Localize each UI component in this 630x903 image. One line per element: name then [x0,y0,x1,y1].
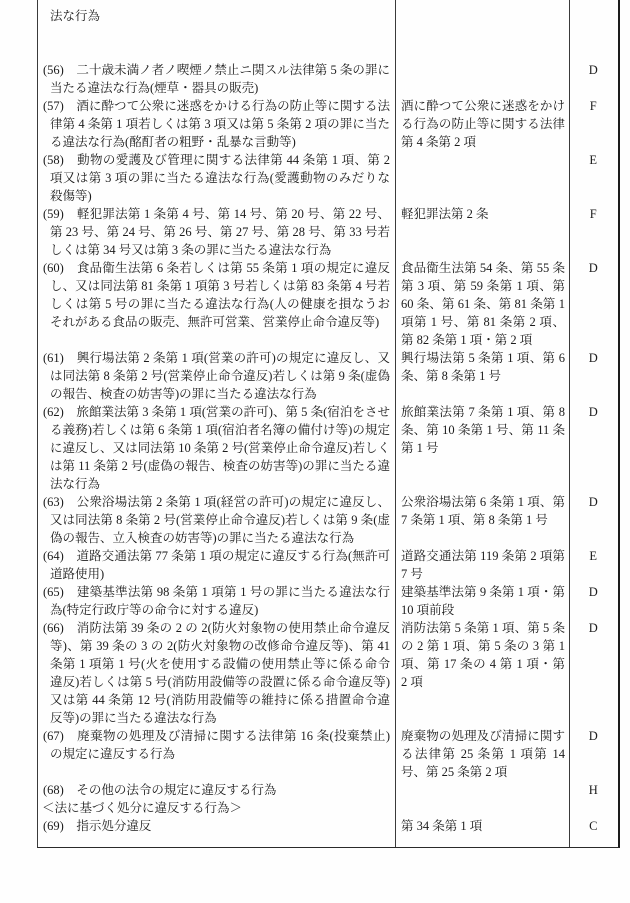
table-row [38,727,618,781]
table-row [38,781,618,799]
table-rows [38,0,618,835]
law-reference [395,61,569,62]
measure-code: D [588,63,599,77]
law-reference [395,7,569,8]
measure-code: F [589,99,598,113]
act-description: (56) 二十歳未満ノ者ノ喫煙ノ禁止ニ関スル法律第 5 条の罪に当たる違法な行為(煙草・器具の販売) [43,63,390,95]
measure-code [569,7,618,8]
law-reference [395,151,569,152]
table-row [38,619,618,727]
measure-code: D [588,261,599,275]
measure-code: D [588,405,599,419]
act-description: (62) 旅館業法第 3 条第 1 項(営業の許可)、第 5 条(宿泊をさせる義務)若しくは第 6 条第 1 項(宿泊者名簿の備付け等)の規定に違反し、又は同法第 10 条第 2 号(営業停止命令違反)若しくは第 11 条第 2 号(虚偽の報告、検査の妨害等)の罪に当たる違法な行為 [43,405,390,491]
section-header-row [38,799,618,817]
law-reference: 消防法第 5 条第 1 項、第 5 条の 2 第 1 項、第 5 条の 3 第 1 項、第 17 条の 4 第 1 項・第 2 項 [401,621,565,689]
act-description: 法な行為 [50,9,101,23]
measure-code: D [588,495,599,509]
measure-code: D [588,729,599,743]
table-row [38,151,618,205]
measure-code: D [588,621,599,635]
law-reference: 興行場法第 5 条第 1 項、第 6 条、第 8 条第 1 号 [401,351,565,383]
act-description: (66) 消防法第 39 条の 2 の 2(防火対象物の使用禁止命令違反等)、第 39 条の 3 の 2(防火対象物の改修命令違反等)、第 41 条第 1 項第 1 号(火を使用する設備の使用禁止等に係る命令違反)若しくは第 5 号(消防用設備等の設置に係る命令違反等)又は第 44 条第 12 号(消防用設備等の維持に係る措置命令違反等)の罪に当たる違法な行為 [43,621,390,725]
law-reference: 第 34 条第 1 項 [401,819,483,833]
law-reference [395,799,569,800]
measure-code: C [589,819,598,833]
table-row [38,583,618,619]
act-description: (65) 建築基準法第 98 条第 1 項第 1 号の罪に当たる違法な行為(特定行政庁等の命令に対する違反) [43,585,390,617]
table-row [38,493,618,547]
measure-code: D [588,585,599,599]
measure-code: F [589,207,598,221]
table-row [38,349,618,403]
act-description: (67) 廃棄物の処理及び清掃に関する法律第 16 条(投棄禁止)の規定に違反する行為 [43,729,390,761]
law-reference: 廃棄物の処理及び清掃に関する法律第 25 条第 1 項第 14 号、第 25 条第 2 項 [401,729,565,779]
table-row [38,547,618,583]
act-description: (68) その他の法令の規定に違反する行為 [43,783,277,797]
act-description: (59) 軽犯罪法第 1 条第 4 号、第 14 号、第 20 号、第 22 号、第 23 号、第 24 号、第 26 号、第 27 号、第 28 号、第 33 号若しくは第 34 号又は第 3 条の罪に当たる違法な行為 [43,207,390,257]
law-reference [395,781,569,782]
act-description: (61) 興行場法第 2 条第 1 項(営業の許可)の規定に違反し、又は同法第 8 条第 2 号(営業停止命令違反)若しくは第 9 条(虚偽の報告、検査の妨害等)の罪に当たる違法な行為 [43,351,390,401]
table-row [38,817,618,835]
measure-code: D [588,351,599,365]
law-reference: 食品衛生法第 54 条、第 55 条第 3 項、第 59 条第 1 項、第 60 条、第 61 条、第 81 条第 1 項第 1 号、第 81 条第 2 項、第 82 条第 1 項・第 2 項 [401,261,565,347]
table-row [38,403,618,493]
act-description: (60) 食品衛生法第 6 条若しくは第 55 条第 1 項の規定に違反し、又は同法第 81 条第 1 項第 3 号若しくは第 83 条第 4 号若しくは第 5 号の罪に当たる違法な行為(人の健康を損なうおそれがある食品の販売、無許可営業、営業停止命令違反等) [43,261,390,329]
violations-table [37,0,620,848]
section-header: ＜法に基づく処分に違反する行為＞ [42,801,243,815]
act-description: (69) 指示処分違反 [43,819,152,833]
law-reference: 公衆浴場法第 6 条第 1 項、第 7 条第 1 項、第 8 条第 1 号 [401,495,565,527]
law-reference: 道路交通法第 119 条第 2 項第 7 号 [401,549,565,581]
act-description: (63) 公衆浴場法第 2 条第 1 項(経営の許可)の規定に違反し、又は同法第 8 条第 2 号(営業停止命令違反)若しくは第 9 条(虚偽の報告、立入検査の妨害等)の罪に当たる違法な行為 [43,495,390,545]
act-description: (58) 動物の愛護及び管理に関する法律第 44 条第 1 項、第 2 項又は第 3 項の罪に当たる違法な行為(愛護動物のみだりな殺傷等) [43,153,390,203]
table-row [38,61,618,97]
act-description: (64) 道路交通法第 77 条第 1 項の規定に違反する行為(無許可道路使用) [43,549,390,581]
table-row [38,7,618,25]
measure-code [569,799,618,800]
law-reference: 軽犯罪法第 2 条 [401,207,489,221]
law-reference: 酒に酔つて公衆に迷惑をかける行為の防止等に関する法律第 4 条第 2 項 [401,99,565,149]
table-row [38,97,618,151]
law-reference: 旅館業法第 7 条第 1 項、第 8 条、第 10 条第 1 号、第 11 条第 1 号 [401,405,565,455]
table-row [38,205,618,259]
act-description: (57) 酒に酔つて公衆に迷惑をかける行為の防止等に関する法律第 4 条第 1 項若しくは第 3 項又は第 5 条第 2 項の罪に当たる違法な行為(酩酊者の粗野・乱暴な言動等) [43,99,390,149]
table-row [38,259,618,349]
measure-code: E [589,549,598,563]
law-reference: 建築基準法第 9 条第 1 項・第 10 項前段 [401,585,565,617]
row-spacer [38,25,618,61]
measure-code: H [588,783,599,797]
measure-code: E [589,153,598,167]
